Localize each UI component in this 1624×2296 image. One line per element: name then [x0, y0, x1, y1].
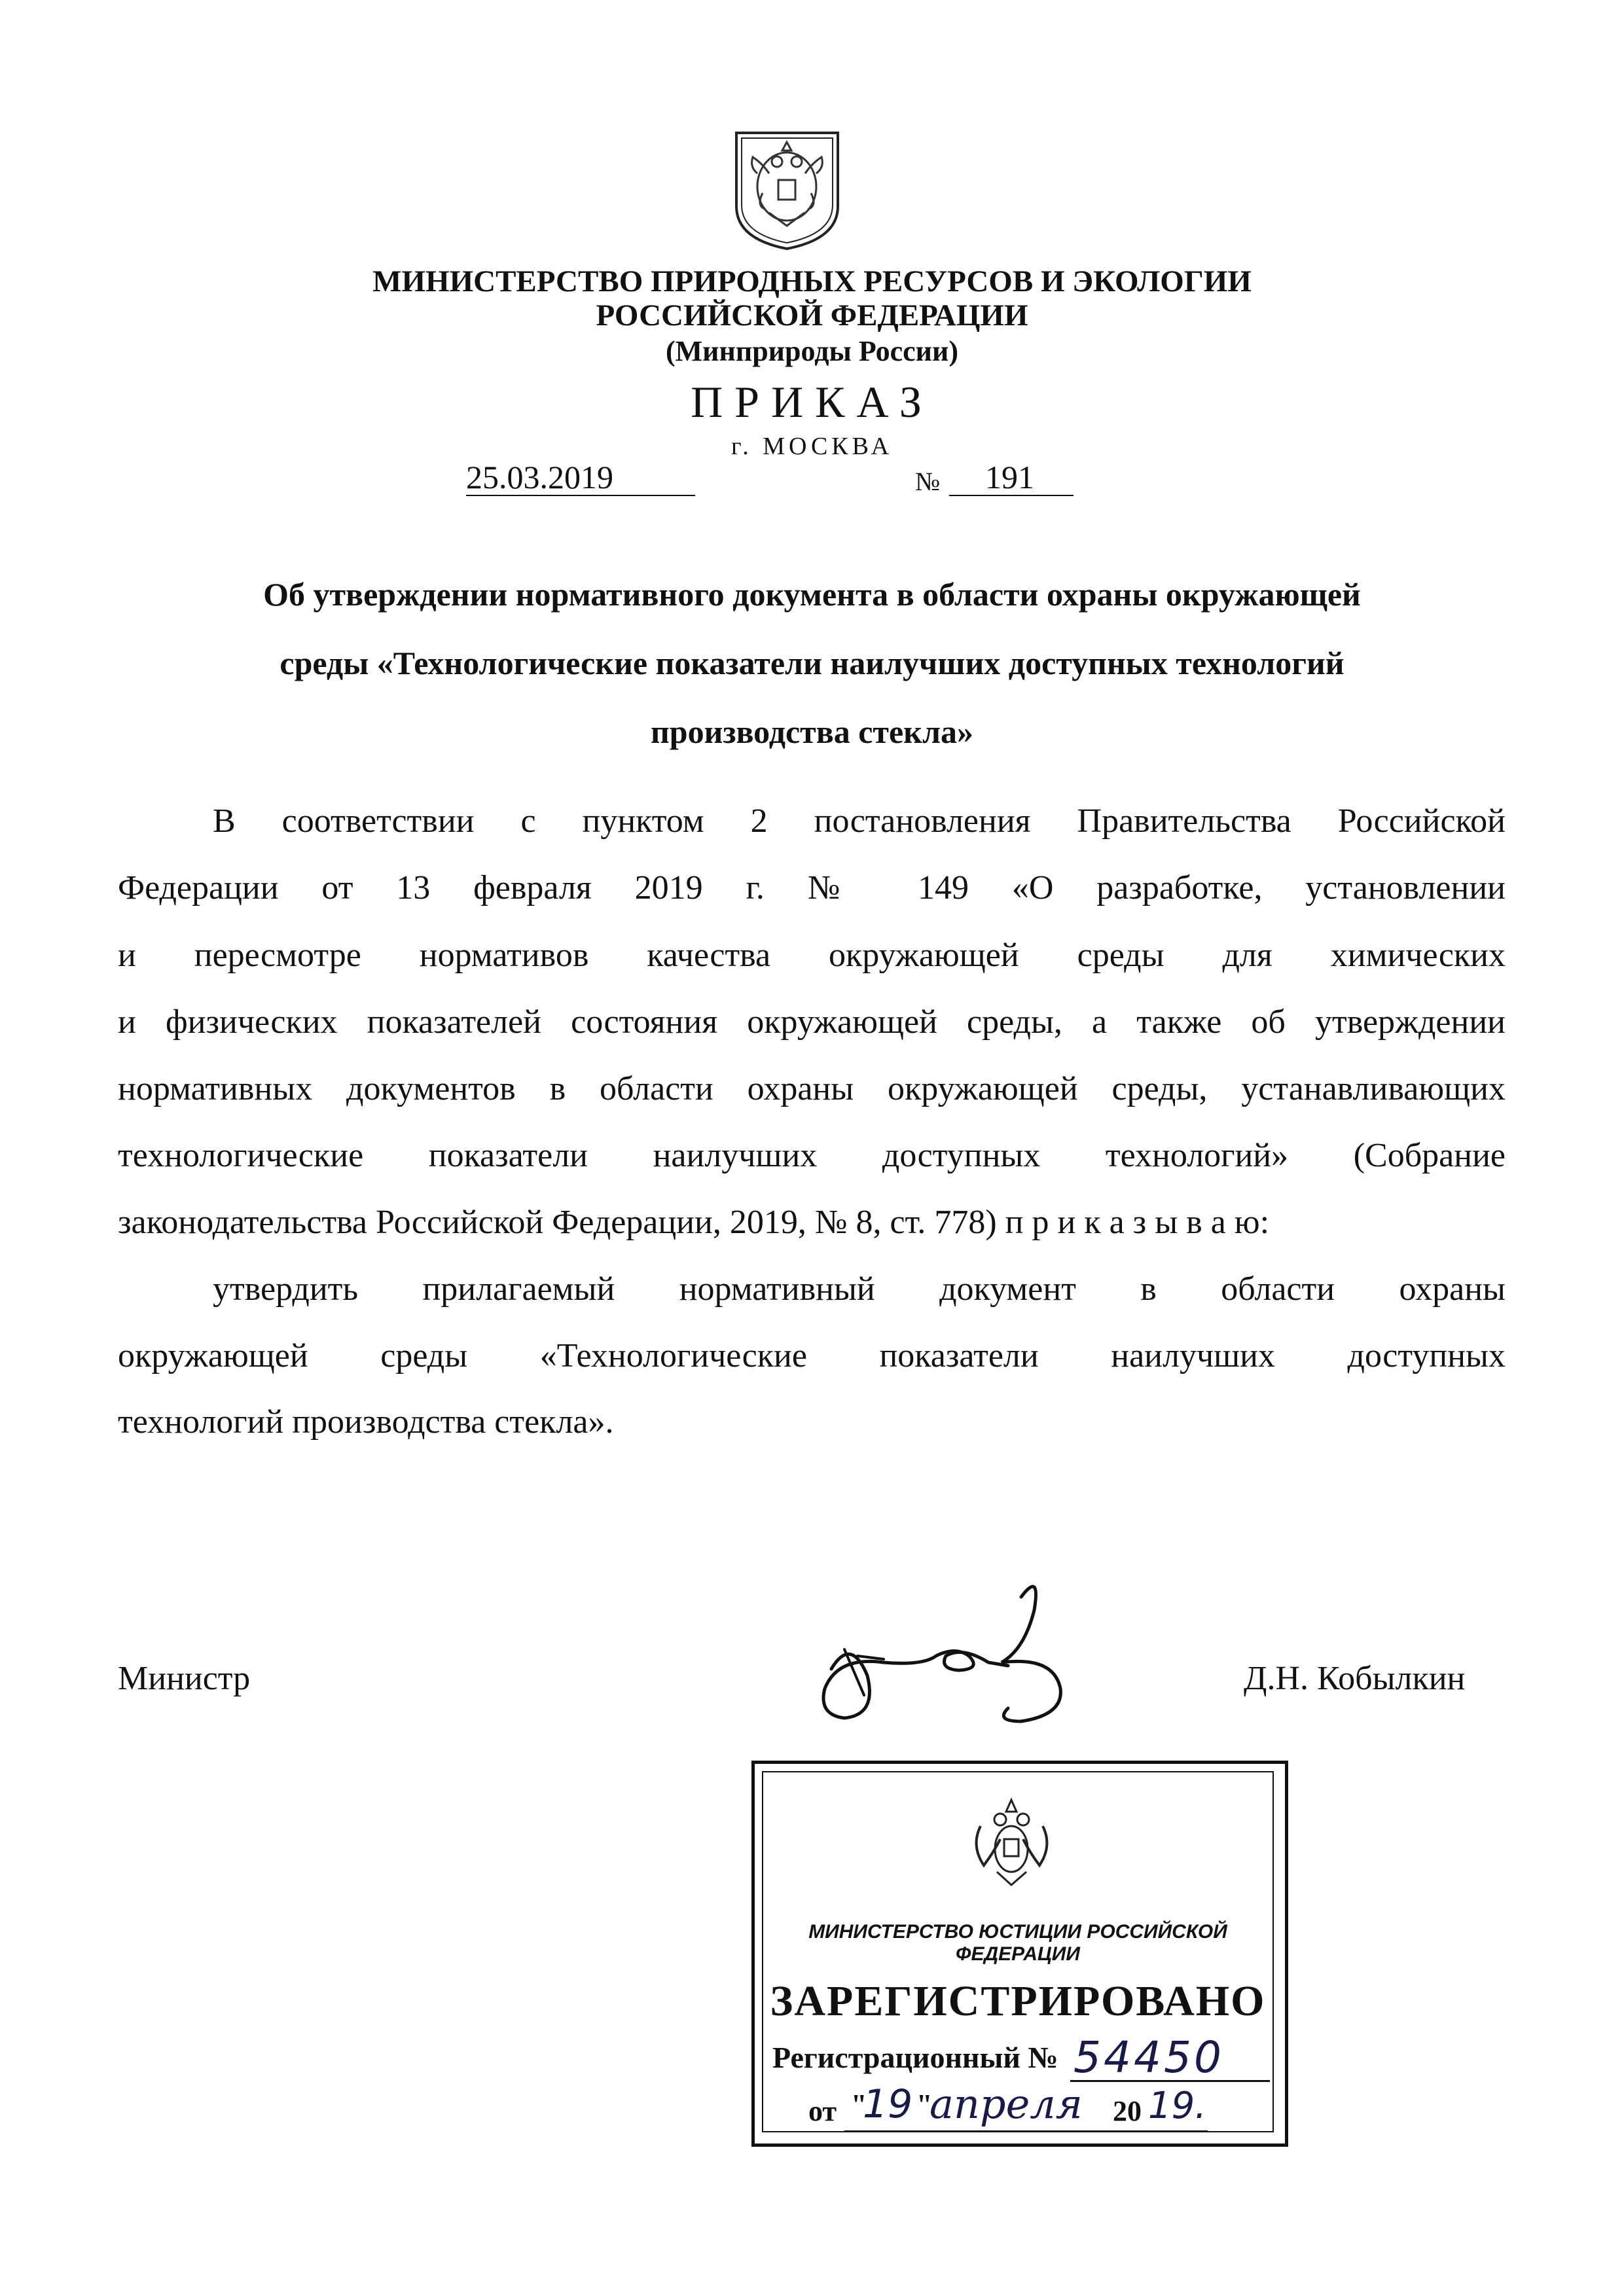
body-paragraph2-line: технологий производства стекла».: [118, 1403, 614, 1441]
ministry-name-line2: РОССИЙСКОЙ ФЕДЕРАЦИИ: [596, 298, 1028, 332]
document-title-line1: Об утверждении нормативного документа в области охраны окружающей: [263, 576, 1361, 613]
document-city: г. МОСКВА: [731, 433, 893, 460]
body-paragraph1-line: технологические показатели наилучших доступных технологий» (Собрание: [118, 1137, 1506, 1174]
stamp-date-day: 19: [863, 2081, 913, 2127]
stamp-ministry-name: МИНИСТЕРСТВО ЮСТИЦИИ РОССИЙСКОЙ ФЕДЕРАЦИИ: [808, 1921, 1227, 1965]
document-number: 191: [985, 459, 1034, 495]
stamp-registered-label: ЗАРЕГИСТРИРОВАНО: [770, 1977, 1266, 2025]
document-date: 25.03.2019: [466, 459, 613, 495]
body-paragraph1-line: В соответствии с пунктом 2 постановления Правительства Российской: [213, 802, 1506, 840]
body-paragraph2-line: окружающей среды «Технологические показатели наилучших доступных: [118, 1337, 1506, 1374]
stamp-date-quote-open: ": [851, 2089, 867, 2121]
body-paragraph1-line: нормативных документов в области охраны окружающей среды, устанавливающих: [118, 1070, 1506, 1107]
body-paragraph1-line: Федерации от 13 февраля 2019 г. № 149 «О разработке, установлении: [118, 869, 1506, 906]
stamp-eagle-emblem: [967, 1793, 1056, 1892]
ministry-short-name: (Минприроды России): [665, 335, 959, 367]
document-title-line3: производства стекла»: [650, 713, 974, 750]
body-paragraph1-line: и пересмотре нормативов качества окружающей среды для химических: [118, 937, 1506, 974]
document-type-title: ПРИКАЗ: [691, 377, 933, 427]
body-paragraph1-line: законодательства Российской Федерации, 2019, № 8, ст. 778) п р и к а з ы в а ю:: [118, 1204, 1270, 1241]
document-title-line2: среды «Технологические показатели наилучших доступных технологий: [280, 645, 1344, 681]
signatory-position: Министр: [118, 1660, 251, 1697]
stamp-date-year-prefix: 20: [1113, 2095, 1142, 2127]
stamp-date-prefix: от: [808, 2095, 837, 2127]
ministry-name-line1: МИНИСТЕРСТВО ПРИРОДНЫХ РЕСУРСОВ И ЭКОЛОГИИ: [372, 264, 1252, 298]
body-paragraph1-line: и физических показателей состояния окружающей среды, а также об утверждении: [118, 1003, 1506, 1041]
handwritten-signature: [805, 1558, 1113, 1754]
number-sign: №: [915, 467, 941, 496]
stamp-registration-number: 54450: [1074, 2032, 1224, 2083]
stamp-date-month: апреля: [929, 2080, 1083, 2128]
stamp-date-quote-close: ": [916, 2089, 933, 2121]
body-paragraph2-line: утвердить прилагаемый нормативный документ в области охраны: [213, 1270, 1506, 1308]
coat-of-arms-emblem: [730, 128, 844, 252]
signatory-name: Д.Н. Кобылкин: [1244, 1660, 1466, 1697]
stamp-registration-label: Регистрационный №: [772, 2041, 1058, 2074]
stamp-date-year-suffix: 19.: [1148, 2085, 1207, 2127]
